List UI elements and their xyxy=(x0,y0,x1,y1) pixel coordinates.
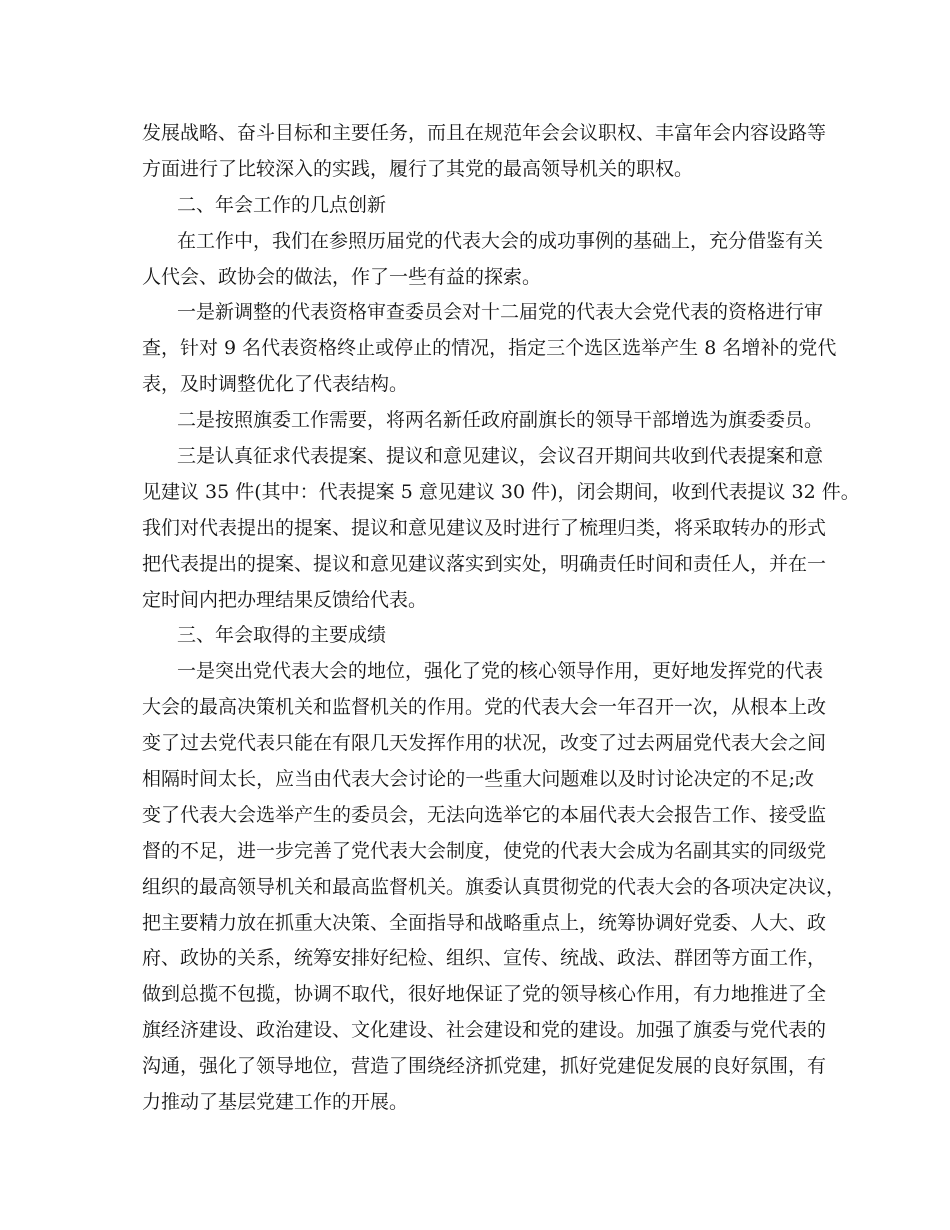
text-line: 一是突出党代表大会的地位，强化了党的核心领导作用，更好地发挥党的代表 xyxy=(177,660,824,683)
text-line: 发展战略、奋斗目标和主要任务，而且在规范年会会议职权、丰富年会内容设路等 xyxy=(142,122,827,144)
text-line: 把主要精力放在抓重大决策、全面指导和战略重点上，统筹协调好党委、人大、政 xyxy=(142,911,827,934)
text-line: 二是按照旗委工作需要，将两名新任政府副旗长的领导干部增选为旗委委员。 xyxy=(177,409,824,432)
text-line: 定时间内把办理结果反馈给代表。 xyxy=(142,588,428,611)
text-line: 在工作中，我们在参照历届党的代表大会的成功事例的基础上，充分借鉴有关 xyxy=(177,229,824,252)
text-line: 把代表提出的提案、提议和意见建议落实到实处，明确责任时间和责任人，并在一 xyxy=(142,552,827,575)
text-line: 见建议 35 件(其中：代表提案 5 意见建议 30 件)，闭会期间，收到代表提议 32 件。 xyxy=(142,480,860,503)
text-line: 变了过去党代表只能在有限几天发挥作用的状况，改变了过去两届党代表大会之间 xyxy=(142,732,827,755)
text-line: 查，针对 9 名代表资格终止或停止的情况，指定三个选区选举产生 8 名增补的党代 xyxy=(142,337,837,360)
text-line: 旗经济建设、政治建设、文化建设、社会建设和党的建设。加强了旗委与党代表的 xyxy=(142,1019,827,1042)
text-line: 府、政协的关系，统筹安排好纪检、组织、宣传、统战、政法、群团等方面工作， xyxy=(142,947,827,970)
text-line: 相隔时间太长，应当由代表大会讨论的一些重大问题难以及时讨论决定的不足;改 xyxy=(142,768,814,791)
text-line: 一是新调整的代表资格审查委员会对十二届党的代表大会党代表的资格进行审 xyxy=(177,301,824,324)
text-line: 方面进行了比较深入的实践，履行了其党的最高领导机关的职权。 xyxy=(142,157,694,180)
text-line: 三是认真征求代表提案、提议和意见建议，会议召开期间共收到代表提案和意 xyxy=(177,445,824,468)
text-line: 组织的最高领导机关和最高监督机关。旗委认真贯彻党的代表大会的各项决定决议， xyxy=(142,875,846,898)
text-line: 大会的最高决策机关和监督机关的作用。党的代表大会一年召开一次，从根本上改 xyxy=(142,696,827,719)
text-line: 我们对代表提出的提案、提议和意见建议及时进行了梳理归类，将采取转办的形式 xyxy=(142,516,827,539)
text-line: 表，及时调整优化了代表结构。 xyxy=(142,373,409,396)
text-line: 做到总揽不包揽，协调不取代，很好地保证了党的领导核心作用，有力地推进了全 xyxy=(142,983,827,1006)
text-line: 督的不足，进一步完善了党代表大会制度，使党的代表大会成为名副其实的同级党 xyxy=(142,839,827,862)
text-line: 人代会、政协会的做法，作了一些有益的探索。 xyxy=(142,265,542,288)
section-heading: 三、年会取得的主要成绩 xyxy=(177,624,387,647)
text-line: 力推动了基层党建工作的开展。 xyxy=(142,1091,409,1114)
body-text xyxy=(142,116,860,1121)
section-heading: 二、年会工作的几点创新 xyxy=(177,193,387,216)
text-line: 沟通，强化了领导地位，营造了围绕经济抓党建，抓好党建促发展的良好氛围，有 xyxy=(142,1055,827,1078)
text-line: 变了代表大会选举产生的委员会，无法向选举它的本届代表大会报告工作、接受监 xyxy=(142,803,827,826)
